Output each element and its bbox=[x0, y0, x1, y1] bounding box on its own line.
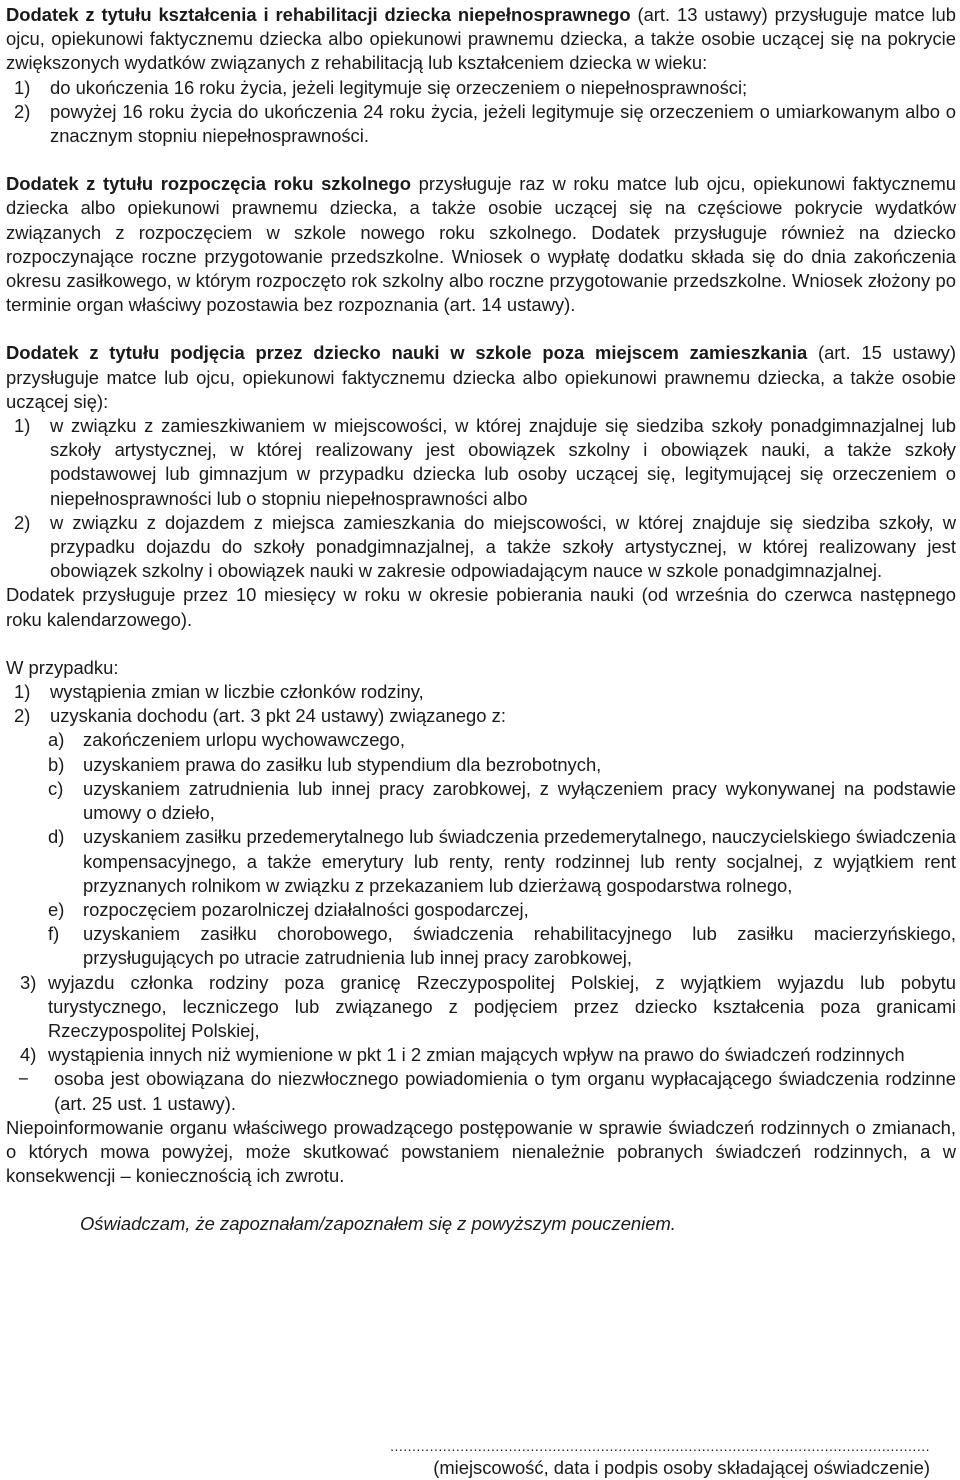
dash-list-item: − osoba jest obowiązana do niezwłocznego powiadomienia o tym organu wypłacającego świadczenia rodzinne (art. 25 ust. 1 ustawy). bbox=[18, 1068, 956, 1114]
document-page bbox=[6, 3, 956, 1237]
cases-intro: W przypadku: bbox=[6, 656, 119, 678]
list-item: 3) wyjazdu członka rodziny poza granicę Rzeczypospolitej Polskiej, z wyjątkiem wyjazdu lub pobytu turystycznego, leczniczego lub związanego z podjęciem przez dziecko kształcenia poza granicami Rzeczypospolitej Polskiej, bbox=[20, 971, 956, 1041]
section-intro: (art. 13 ustawy) przysługuje matce lub ojcu, opiekunowi faktycznemu dziecka albo opiekunowi prawnemu dziecka, a także osobie uczącej się na pokrycie zwiększonych wydatków związanych z rehabilitacją lub kształceniem dziecka w wieku: bbox=[6, 4, 956, 74]
list-item: 2) w związku z dojazdem z miejsca zamieszkania do miejscowości, w której znajduje się siedziba szkoły, w przypadku dojazdu do szkoły ponadgimnazjalnej, a także szkoły artystycznej, w której realizowany jest obowiązek szkolny i obowiązek nauki w zakresie odpowiadającym nauce w szkole ponadgimnazjalnej. bbox=[14, 511, 956, 582]
section-heading: Dodatek z tytułu kształcenia i rehabilitacji dziecka niepełnosprawnego bbox=[6, 4, 631, 25]
section-kształcenie bbox=[6, 3, 956, 76]
list-item: 2) uzyskania dochodu (art. 3 pkt 24 ustawy) związanego z: bbox=[14, 705, 506, 727]
sub-list-item: b) uzyskaniem prawa do zasiłku lub stypendium dla bezrobotnych, bbox=[48, 753, 602, 775]
sub-list-item: e) rozpoczęciem pozarolniczej działalności gospodarczej, bbox=[48, 898, 529, 920]
section-intro: (art. 15 ustawy) przysługuje matce lub ojcu, opiekunowi faktycznemu dziecka albo opiekunowi prawnemu dziecka, a także osobie uczącej się): bbox=[6, 342, 957, 412]
section-body: przysługuje raz w roku matce lub ojcu, opiekunowi faktycznemu dziecka albo opiekunowi prawnemu dziecka, a także osobie uczącej się na częściowe pokrycie wydatków związanych z rozpoczęciem w szkole nowego roku szkolnego. Dodatek przysługuje również na dziecko rozpoczynające roczne przygotowanie przedszkolne. Wniosek o wypłatę dodatku składa się do dnia zakończenia okresu zasiłkowego, w którym rozpoczęto rok szkolny albo roczne przygotowanie przedszkolne. Wniosek złożony po terminie organ właściwy pozostawia bez rozpoznania (art. 14 ustawy). bbox=[6, 173, 956, 316]
section-rok-szkolny bbox=[6, 172, 956, 317]
signature-line: ........................................................................................................................... bbox=[390, 1438, 930, 1454]
sub-list-item: f) uzyskaniem zasiłku chorobowego, świadczenia rehabilitacyjnego lub zasiłku macierzyńskiego, przysługujących po utracie zatrudnienia lub innej pracy zarobkowej, bbox=[48, 923, 956, 969]
list-item: 4) wystąpienia innych niż wymienione w pkt 1 i 2 zmian mających wpływ na prawo do świadczeń rodzinnych bbox=[20, 1044, 905, 1066]
section-closing: Dodatek przysługuje przez 10 miesięcy w roku w okresie pobierania nauki (od września do czerwca następnego roku kalendarzowego). bbox=[6, 584, 956, 630]
list-item: 1) wystąpienia zmian w liczbie członków rodziny, bbox=[14, 681, 424, 703]
list-item: 1) w związku z zamieszkiwaniem w miejscowości, w której znajduje się siedziba szkoły ponadgimnazjalnej lub szkoły artystycznej, w której realizowany jest obowiązek szkolny i obowiązek nauki, a także szkoły podstawowej lub gimnazjum w przypadku dziecka lub osoby uczącej się, legitymującej się orzeczeniem o niepełnosprawności lub o stopniu niepełnosprawności albo bbox=[14, 415, 956, 509]
list-item: 2) powyżej 16 roku życia do ukończenia 24 roku życia, jeżeli legitymuje się orzeczeniem o umiarkowanym albo o znacznym stopniu niepełnosprawności. bbox=[14, 100, 956, 147]
sub-list-item: d) uzyskaniem zasiłku przedemerytalnego lub świadczenia przedemerytalnego, nauczycielskiego świadczenia kompensacyjnego, a także emerytury lub renty, renty rodzinnej lub renty socjalnej, z wyjątkiem rent przyznanych rolnikom w związku z przekazaniem lub dzierżawą gospodarstwa rolnego, bbox=[48, 826, 956, 896]
section-heading: Dodatek z tytułu podjęcia przez dziecko nauki w szkole poza miejscem zamieszkania bbox=[6, 342, 808, 364]
sub-list-item: a) zakończeniem urlopu wychowawczego, bbox=[48, 729, 405, 751]
section-nauka-poza-miejscem bbox=[6, 341, 956, 414]
list-item: 1) do ukończenia 16 roku życia, jeżeli legitymuje się orzeczeniem o niepełnosprawności; bbox=[14, 76, 748, 98]
warning-paragraph: Niepoinformowanie organu właściwego prowadzącego postępowanie w sprawie świadczeń rodzinnych o zmianach, o których mowa powyżej, może skutkować powstaniem nienależnie pobranych świadczeń rodzinnych, a w konsekwencji – koniecznością ich zwrotu. bbox=[6, 1116, 956, 1187]
sub-list-item: c) uzyskaniem zatrudnienia lub innej pracy zarobkowej, z wyłączeniem pracy wykonywanej na podstawie umowy o dzieło, bbox=[48, 777, 956, 824]
declaration-statement: Oświadczam, że zapoznałam/zapoznałem się z powyższym pouczeniem. bbox=[80, 1213, 676, 1235]
signature-caption: (miejscowość, data i podpis osoby składającej oświadczenie) bbox=[433, 1457, 930, 1478]
section-heading: Dodatek z tytułu rozpoczęcia roku szkolnego bbox=[6, 173, 411, 195]
